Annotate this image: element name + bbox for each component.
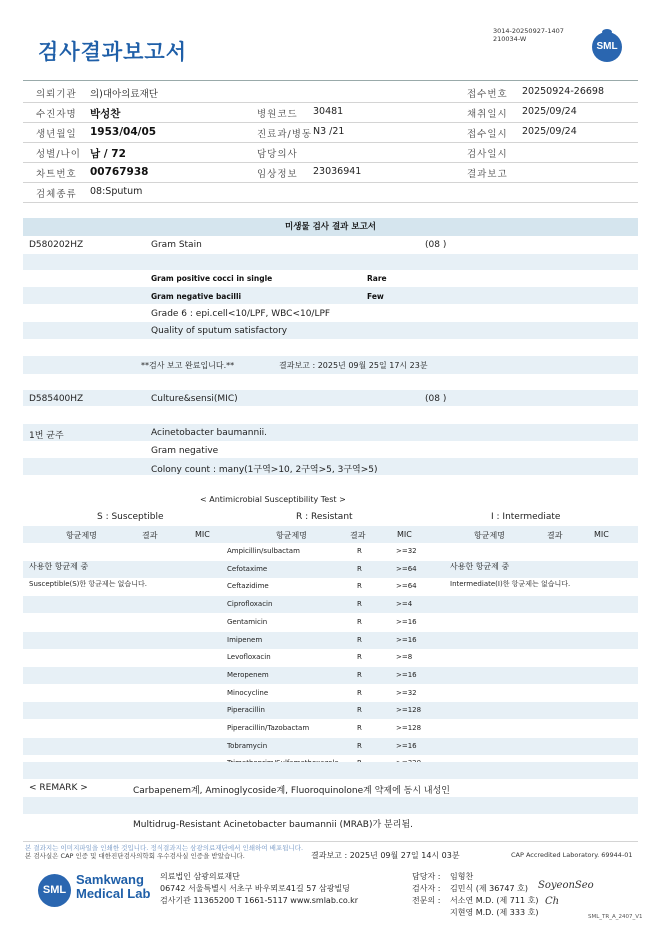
ast-drug: Levofloxacin — [227, 653, 271, 662]
ast-mic: >=4 — [396, 600, 413, 609]
col-mic: MIC — [195, 530, 210, 539]
ast-mic: >=128 — [396, 724, 422, 732]
brand-name-line2: Medical Lab — [76, 886, 151, 901]
ast-mic: >=32 — [396, 688, 417, 697]
col-drug: 항균제명 — [276, 531, 307, 540]
document-id — [493, 27, 583, 43]
band — [23, 702, 638, 719]
col-result: 결과 — [547, 531, 563, 540]
susceptible-none: Susceptible(S)한 항균제는 없습니다. — [29, 580, 147, 588]
ast-result: R — [357, 688, 362, 697]
field-label: 진료과/병동 — [257, 129, 313, 140]
ast-result: R — [357, 564, 362, 573]
divider — [23, 102, 638, 103]
ast-drug: Piperacillin/Tazobactam — [227, 724, 310, 732]
ast-mic: >=32 — [396, 547, 417, 555]
brand-name-line1: Samkwang — [76, 872, 144, 887]
field-label: 검사일시 — [467, 149, 508, 160]
field-value: N3 /21 — [313, 126, 345, 137]
ast-drug: Minocycline — [227, 688, 269, 697]
field-value: 2025/09/24 — [522, 106, 577, 117]
gram-finding-1-result: Rare — [367, 274, 387, 283]
susceptible-header: S : Susceptible — [97, 512, 164, 522]
band — [23, 667, 638, 684]
band — [23, 424, 638, 441]
divider — [23, 841, 638, 842]
field-label: 차트번호 — [36, 169, 77, 180]
colony-count: Colony count : many(1구역>10, 2구역>5, 3구역>5) — [151, 465, 378, 475]
gram-report-time: 결과보고 : 2025년 09월 25일 17시 23분 — [279, 361, 428, 370]
col-mic: MIC — [594, 530, 609, 539]
col-result: 결과 — [142, 531, 158, 540]
ast-result: R — [357, 741, 362, 750]
ast-mic: >=64 — [396, 582, 417, 591]
field-value: 20250924-26698 — [522, 86, 605, 97]
gram-grade: Grade 6 : epi.cell<10/LPF, WBC<10/LPF — [151, 309, 331, 319]
org-address: 06742 서울특별시 서초구 바우뫼로41길 57 삼광빌딩 — [160, 884, 350, 893]
ast-result: R — [357, 670, 362, 679]
gram-finding-2-result: Few — [367, 292, 384, 301]
field-value: 박성찬 — [90, 108, 121, 120]
ast-result: R — [357, 547, 362, 555]
col-result: 결과 — [350, 531, 366, 540]
ast-drug: Meropenem — [227, 670, 269, 679]
field-value: 23036941 — [313, 166, 362, 177]
field-label: 성별/나이 — [36, 149, 81, 160]
document-id-line2: 210034-W — [493, 35, 527, 43]
staff-label-2: 검사자 : — [412, 884, 441, 893]
staff-label-3: 전문의 : — [412, 896, 441, 905]
col-drug: 항균제명 — [66, 531, 97, 540]
report-complete-note: **검사 보고 완료입니다.** — [141, 361, 235, 370]
field-value: 남 / 72 — [90, 148, 126, 160]
ast-result: R — [357, 706, 362, 715]
staff-label-1: 담당자 : — [412, 872, 441, 881]
gram-finding-1: Gram positive cocci in single — [151, 274, 273, 283]
org-name: 의료법인 삼광의료재단 — [160, 872, 240, 881]
ast-result: R — [357, 600, 362, 609]
divider — [23, 80, 638, 81]
ast-mic: >=16 — [396, 635, 417, 644]
field-value: 30481 — [313, 106, 344, 117]
gram-test-number: (08 ) — [425, 240, 447, 250]
ast-result: R — [357, 653, 362, 662]
field-label: 검체종류 — [36, 189, 77, 200]
staff-name-3: 서소연 M.D. (제 711 호) — [450, 896, 539, 905]
brand-name — [76, 873, 150, 901]
field-value: 2025/09/24 — [522, 126, 577, 137]
field-label: 의뢰기관 — [36, 89, 77, 100]
ast-mic: >=64 — [396, 564, 417, 573]
sml-logo-large: SML — [38, 874, 71, 907]
ast-mic: >=16 — [396, 670, 417, 679]
cert-notice: 본 검사실은 CAP 인증 및 대한진단검사의학회 우수검사실 인증을 받았습니다. — [25, 852, 245, 860]
col-mic: MIC — [397, 530, 412, 539]
band — [23, 526, 638, 543]
divider — [23, 122, 638, 123]
ast-drug: Gentamicin — [227, 617, 268, 626]
field-value: 1953/04/05 — [90, 126, 157, 138]
field-label: 접수번호 — [467, 89, 508, 100]
culture-test-number: (08 ) — [425, 394, 447, 404]
ast-mic: >=16 — [396, 617, 417, 626]
field-value: 의)대아의료재단 — [90, 89, 158, 100]
band — [23, 561, 638, 578]
cap-accreditation: CAP Accredited Laboratory. 69944-01 — [511, 851, 633, 859]
band — [23, 738, 638, 755]
resistant-header: R : Resistant — [296, 512, 353, 522]
ast-drug: Imipenem — [227, 635, 263, 644]
intermediate-none: Intermediate(I)한 항균제는 없습니다. — [450, 580, 571, 588]
ast-result: R — [357, 617, 362, 626]
band — [23, 254, 638, 270]
page-title: 검사결과보고서 — [38, 40, 188, 64]
field-label: 병원코드 — [257, 109, 298, 120]
ast-drug: Ciprofloxacin — [227, 600, 273, 609]
ast-result: R — [357, 635, 362, 644]
ast-result: R — [357, 724, 362, 732]
ast-title: < Antimicrobial Susceptibility Test > — [200, 495, 346, 504]
gram-test-code: D580202HZ — [29, 240, 84, 250]
staff-name-4: 지현영 M.D. (제 333 호) — [450, 908, 539, 917]
field-label: 결과보고 — [467, 169, 508, 180]
final-report-time: 결과보고 : 2025년 09월 27일 14시 03분 — [311, 851, 460, 860]
band — [23, 390, 638, 406]
org-contact: 검사기관 11365200 T 1661-5117 www.smlab.co.kr — [160, 896, 359, 905]
signature-2: Ch — [545, 896, 560, 907]
signature-1: SoyeonSeo — [538, 880, 594, 891]
field-value: 00767938 — [90, 166, 149, 178]
staff-name-1: 임형찬 — [450, 872, 474, 881]
intermediate-header: I : Intermediate — [491, 512, 561, 522]
sputum-quality: Quality of sputum satisfactory — [151, 326, 288, 336]
band — [23, 322, 638, 339]
remark-label: < REMARK > — [29, 783, 88, 793]
document-id-line1: 3014-20250927-1407 — [493, 27, 564, 35]
culture-test-name: Culture&sensi(MIC) — [151, 394, 238, 404]
field-label: 수진자명 — [36, 109, 77, 120]
form-code: SML_TR_A_2407_V1 — [588, 914, 643, 920]
report-section-title: 미생물 검사 결과 보고서 — [23, 218, 638, 236]
divider — [23, 202, 638, 203]
organism-name: Acinetobacter baumannii. — [151, 428, 268, 438]
gram-finding-2: Gram negative bacilli — [151, 292, 242, 301]
intermediate-used: 사용한 항균제 중 — [450, 562, 510, 571]
ast-drug: Piperacillin — [227, 706, 265, 715]
culture-test-code: D585400HZ — [29, 394, 84, 404]
susceptible-used: 사용한 항균제 중 — [29, 562, 89, 571]
image-notice: 본 결과지는 이미지파일을 인쇄한 것입니다. 정식결과지는 삼광의료재단에서 인쇄하여 배포됩니다. — [25, 844, 304, 852]
band — [23, 287, 638, 304]
ast-mic: >=8 — [396, 653, 413, 662]
ast-mic: >=16 — [396, 741, 417, 750]
col-drug: 항균제명 — [474, 531, 505, 540]
band — [23, 632, 638, 649]
staff-name-2: 김민식 (제 36747 호) — [450, 884, 528, 893]
ast-mic: >=128 — [396, 706, 422, 715]
field-label: 임상정보 — [257, 169, 298, 180]
band — [23, 797, 638, 814]
divider — [23, 142, 638, 143]
divider — [23, 182, 638, 183]
sml-logo: SML — [592, 32, 622, 62]
field-value: 08:Sputum — [90, 186, 143, 197]
field-label: 채취일시 — [467, 109, 508, 120]
divider — [23, 162, 638, 163]
band — [23, 596, 638, 613]
field-label: 담당의사 — [257, 149, 298, 160]
isolate-label: 1번 균주 — [29, 431, 64, 441]
ast-drug: Cefotaxime — [227, 564, 268, 573]
remark-text: Carbapenem계, Aminoglycoside계, Fluoroquinolone계 약제에 동시 내성인 — [133, 786, 450, 796]
band — [23, 762, 638, 779]
ast-drug: Tobramycin — [227, 741, 268, 750]
field-label: 접수일시 — [467, 129, 508, 140]
ast-drug: Ampicillin/sulbactam — [227, 547, 300, 555]
organism-gram: Gram negative — [151, 446, 219, 456]
remark-text-2: Multidrug-Resistant Acinetobacter baumannii (MRAB)가 분리됨. — [133, 820, 413, 830]
gram-test-name: Gram Stain — [151, 240, 202, 250]
field-label: 생년월일 — [36, 129, 77, 140]
ast-result: R — [357, 582, 362, 591]
ast-drug: Ceftazidime — [227, 582, 269, 591]
